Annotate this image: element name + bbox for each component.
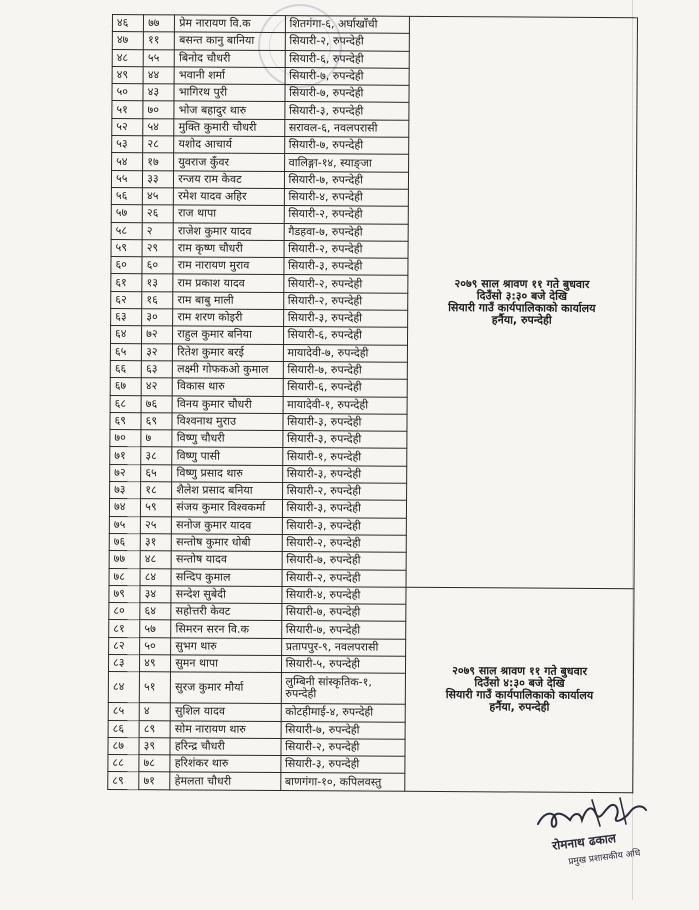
serial-number-cell: ४६	[112, 15, 143, 32]
address-cell: मायादेवी-७, रुपन्देही	[283, 344, 408, 362]
serial-number-cell: ८४	[108, 672, 139, 703]
schedule-line: हर्नैया, रुपन्देही	[491, 313, 552, 327]
roll-number-cell: २५	[140, 516, 171, 533]
candidate-name-cell: भवानी शर्मा	[174, 67, 284, 85]
schedule-line: २०७९ साल श्रावण ११ गते बुधवार	[454, 276, 590, 291]
address-cell: सियारी-३, रुपन्देही	[282, 465, 407, 483]
roll-number-cell: ७८	[139, 755, 170, 772]
address-cell: सरावल-६, नवलपरासी	[284, 119, 409, 137]
roll-number-cell: ४	[139, 703, 170, 720]
roll-number-cell: ५०	[140, 637, 171, 654]
serial-number-cell: ७७	[109, 551, 140, 568]
address-cell: सियारी-२, रुपन्देही	[282, 534, 407, 552]
address-cell: सियारी-२, रुपन्देही	[282, 569, 407, 587]
candidate-name-cell: यशोद आचार्य	[174, 136, 284, 154]
candidate-name-cell: राम शरण कोइरी	[173, 309, 283, 327]
schedule-line: २०७९ साल श्रावण ११ गते बुधवार	[452, 664, 588, 679]
candidate-name-cell: सहोत्तरी केवट	[171, 603, 281, 621]
serial-number-cell: ८०	[109, 603, 140, 620]
roll-number-cell: ६३	[141, 361, 172, 378]
candidate-name-cell: विष्णु चौधरी	[172, 430, 282, 448]
serial-number-cell: ६९	[110, 412, 141, 429]
exam-schedule-cell	[406, 16, 637, 588]
candidate-name-cell: सुभग थारु	[171, 638, 281, 656]
address-cell: बाणगंगा-१०, कपिलवस्तु	[280, 773, 405, 791]
address-cell: सियारी-३, रुपन्देही	[283, 310, 408, 328]
serial-number-cell: ५५	[111, 170, 142, 187]
address-cell: वालिङ्गा-१४, स्याङ्जा	[284, 154, 409, 172]
candidate-name-cell: राम कृष्ण चौधरी	[173, 240, 283, 258]
address-cell: सियारी-२, रुपन्देही	[284, 240, 409, 258]
serial-number-cell: ५८	[111, 222, 142, 239]
roll-number-cell: १६	[142, 291, 173, 308]
serial-number-cell: ८३	[108, 654, 139, 671]
candidate-name-cell: युवराज कुँवर	[174, 153, 284, 171]
candidate-name-cell: विनय कुमार चौधरी	[172, 395, 282, 413]
candidate-name-cell: विष्णु पासी	[172, 447, 282, 465]
candidate-name-cell: सन्तोष यादव	[171, 551, 281, 569]
roll-number-cell: ६५	[141, 464, 172, 481]
address-cell: सियारी-२, रुपन्देही	[283, 275, 408, 293]
address-cell: सियारी-३, रुपन्देही	[282, 517, 407, 535]
roll-number-cell: ८४	[140, 568, 171, 585]
candidate-name-cell: सुरज कुमार मौर्या	[171, 672, 281, 704]
roll-number-cell: ७२	[142, 326, 173, 343]
candidate-name-cell: राम नारायण मुराव	[173, 257, 283, 275]
candidate-name-cell: सन्देश सुबेदी	[171, 586, 281, 604]
roll-number-cell: ३४	[140, 585, 171, 602]
candidate-name-cell: हरिन्द्र चौधरी	[170, 738, 280, 756]
address-cell: सियारी-७, रुपन्देही	[284, 171, 409, 189]
roll-number-cell: ६०	[142, 257, 173, 274]
serial-number-cell: ६६	[110, 360, 141, 377]
serial-number-cell: ४७	[112, 32, 143, 49]
roll-number-cell: ३९	[139, 738, 170, 755]
candidate-name-cell: बिनोद चौधरी	[174, 49, 284, 67]
candidate-name-cell: सनोज कुमार यादव	[172, 516, 282, 534]
candidate-name-cell: भोज बहादुर थारु	[174, 101, 284, 119]
candidate-name-cell: लक्ष्मी गोफकओ कुमाल	[173, 361, 283, 379]
candidate-name-cell: सुमन थापा	[171, 655, 281, 673]
address-cell: सियारी-१, रुपन्देही	[282, 448, 407, 466]
address-cell: गैडहवा-७, रुपन्देही	[284, 223, 409, 241]
serial-number-cell: ७५	[109, 516, 140, 533]
roll-number-cell: ७१	[139, 772, 170, 789]
roll-number-cell: ६९	[141, 413, 172, 430]
serial-number-cell: ५०	[112, 84, 143, 101]
serial-number-cell: ६२	[111, 291, 142, 308]
stamp-officer-title: प्रमुख प्रशासकीय अधि	[567, 848, 641, 868]
roll-number-cell: ६४	[140, 603, 171, 620]
roll-number-cell: ११	[143, 32, 174, 49]
address-cell: सियारी-७, रुपन्देही	[283, 361, 408, 379]
serial-number-cell: ५९	[111, 239, 142, 256]
candidate-name-cell: सन्तोष कुमार धोबी	[172, 534, 282, 552]
serial-number-cell: ४९	[112, 66, 143, 83]
roll-number-cell: ७६	[141, 395, 172, 412]
address-cell: सियारी-६, रुपन्देही	[283, 379, 408, 397]
candidate-name-cell: सुशिल यादव	[170, 703, 280, 721]
schedule-line: दिउँसो ३:३० बजे देखि	[476, 289, 568, 303]
candidate-name-cell: राम प्रकाश यादव	[173, 274, 283, 292]
candidate-name-cell: राजेश कुमार यादव	[173, 222, 283, 240]
address-cell: सियारी-२, रुपन्देही	[281, 738, 406, 756]
serial-number-cell: ८२	[109, 637, 140, 654]
candidate-table-body	[108, 15, 638, 793]
roll-number-cell: ३२	[142, 343, 173, 360]
address-cell: सियारी-३, रुपन्देही	[282, 431, 407, 449]
address-cell: सियारी-७, रुपन्देही	[281, 721, 406, 739]
serial-number-cell: ५३	[112, 136, 143, 153]
candidate-name-cell: राज थापा	[174, 205, 284, 223]
candidate-table	[107, 14, 638, 793]
roll-number-cell: ३३	[143, 170, 174, 187]
address-cell: सियारी-२, रुपन्देही	[284, 206, 409, 224]
serial-number-cell: ८५	[108, 703, 139, 720]
serial-number-cell: ६८	[110, 395, 141, 412]
serial-number-cell: ५७	[111, 205, 142, 222]
serial-number-cell: ४८	[112, 49, 143, 66]
candidate-name-cell: रन्जय राम केवट	[174, 171, 284, 189]
address-cell: सियारी-२, रुपन्देही	[282, 483, 407, 501]
roll-number-cell: ४३	[143, 84, 174, 101]
roll-number-cell: ५७	[140, 620, 171, 637]
roll-number-cell: २	[142, 222, 173, 239]
roll-number-cell: ७	[141, 430, 172, 447]
candidate-name-cell: सन्दिप कुमाल	[171, 568, 281, 586]
roll-number-cell: ७७	[144, 15, 175, 32]
serial-number-cell: ७४	[109, 499, 140, 516]
candidate-name-cell: बसन्त कानु बानिया	[175, 32, 285, 50]
serial-number-cell: ५६	[111, 187, 142, 204]
candidate-name-cell: राम बाबु माली	[173, 292, 283, 310]
serial-number-cell: ५४	[112, 153, 143, 170]
address-cell: शितगंगा-६, अर्घाखाँची	[285, 16, 410, 34]
roll-number-cell: ३८	[141, 447, 172, 464]
address-cell: सियारी-३, रुपन्देही	[282, 500, 407, 518]
serial-number-cell: ६१	[111, 274, 142, 291]
serial-number-cell: ६४	[110, 326, 141, 343]
serial-number-cell: ५२	[112, 118, 143, 135]
roll-number-cell: ४२	[141, 378, 172, 395]
roll-number-cell: ४५	[142, 188, 173, 205]
address-cell: सियारी-२, रुपन्देही	[285, 33, 410, 51]
roll-number-cell: ७०	[143, 101, 174, 118]
address-cell: सियारी-७, रुपन्देही	[284, 137, 409, 155]
roll-number-cell: १७	[143, 153, 174, 170]
exam-schedule-cell	[405, 587, 634, 792]
roll-number-cell: ५५	[143, 49, 174, 66]
serial-number-cell: ७९	[109, 585, 140, 602]
address-cell: सियारी-३, रुपन्देही	[280, 756, 405, 774]
address-cell: सियारी-५, रुपन्देही	[281, 656, 406, 674]
address-cell: सियारी-६, रुपन्देही	[285, 50, 410, 68]
candidate-name-cell: हरिशंकर थारु	[170, 755, 280, 773]
serial-number-cell: ७६	[109, 533, 140, 550]
address-cell: सियारी-३, रुपन्देही	[283, 413, 408, 431]
candidate-name-cell: सिमरन सरन वि.क	[171, 620, 281, 638]
candidate-name-cell: शैलेश प्रसाद बनिया	[172, 482, 282, 500]
roll-number-cell: ४४	[143, 67, 174, 84]
roll-number-cell: १३	[142, 274, 173, 291]
candidate-name-cell: संजय कुमार विश्वकर्मा	[172, 499, 282, 517]
address-cell: सियारी-७, रुपन्देही	[281, 604, 406, 622]
address-cell: सियारी-२, रुपन्देही	[283, 292, 408, 310]
stamp-officer-name: रोमनाथ ढकाल	[551, 831, 617, 853]
candidate-name-cell: विष्णु प्रसाद थारु	[172, 465, 282, 483]
roll-number-cell: ८९	[139, 720, 170, 737]
candidate-name-cell: रमेश यादव अहिर	[174, 188, 284, 206]
roll-number-cell: २९	[142, 240, 173, 257]
roll-number-cell: ३०	[142, 309, 173, 326]
roll-number-cell: १८	[141, 482, 172, 499]
schedule-line: सियारी गाउँ कार्यपालिकाको कार्यालय	[448, 300, 596, 315]
serial-number-cell: ८९	[108, 772, 139, 789]
address-cell: सियारी-३, रुपन्देही	[283, 258, 408, 276]
serial-number-cell: ६७	[110, 378, 141, 395]
roll-number-cell: ३१	[140, 534, 171, 551]
address-cell: सियारी-७, रुपन्देही	[281, 621, 406, 639]
serial-number-cell: ७८	[109, 568, 140, 585]
address-cell: मायादेवी-१, रुपन्देही	[283, 396, 408, 414]
address-cell: लुम्बिनी सांस्कृतिक-१, रुपन्देही	[281, 673, 406, 705]
roll-number-cell: २८	[143, 136, 174, 153]
address-cell: सियारी-६, रुपन्देही	[283, 327, 408, 345]
address-cell: कोटहीमाई-४, रुपन्देही	[281, 704, 406, 722]
roll-number-cell: ५१	[139, 672, 170, 703]
roll-number-cell: ४८	[140, 551, 171, 568]
address-cell: प्रतापपुर-९, नवलपरासी	[281, 638, 406, 656]
schedule-line: हर्नैया, रुपन्देही	[489, 700, 550, 714]
candidate-name-cell: राहुल कुमार बनिया	[173, 326, 283, 344]
address-cell: सियारी-३, रुपन्देही	[284, 102, 409, 120]
address-cell: सियारी-४, रुपन्देही	[284, 189, 409, 207]
roll-number-cell: ५४	[143, 118, 174, 135]
serial-number-cell: ७३	[110, 482, 141, 499]
candidate-name-cell: विकास थारु	[172, 378, 282, 396]
schedule-line: सियारी गाउँ कार्यपालिकाको कार्यालय	[445, 688, 594, 703]
address-cell: सियारी-४, रुपन्देही	[281, 586, 406, 604]
roll-number-cell: ५९	[141, 499, 172, 516]
serial-number-cell: ८७	[108, 737, 139, 754]
candidate-name-cell: विश्वनाथ मुराउ	[172, 413, 282, 431]
serial-number-cell: ६०	[111, 257, 142, 274]
candidate-name-cell: सोम नारायण थारु	[170, 720, 280, 738]
serial-number-cell: ६३	[111, 309, 142, 326]
signature-stamp	[530, 790, 660, 868]
address-cell: सियारी-७, रुपन्देही	[285, 85, 410, 103]
serial-number-cell: ८८	[108, 755, 139, 772]
serial-number-cell: ८६	[108, 720, 139, 737]
address-cell: सियारी-७, रुपन्देही	[285, 67, 410, 85]
roll-number-cell: ४९	[140, 655, 171, 672]
serial-number-cell: ७०	[110, 430, 141, 447]
candidate-name-cell: हेमलता चौधरी	[170, 772, 280, 790]
roll-number-cell: २६	[142, 205, 173, 222]
schedule-line: दिउँसो ४:३० बजे देखि	[474, 676, 565, 691]
serial-number-cell: ६५	[110, 343, 141, 360]
candidate-name-cell: प्रेम नारायण वि.क	[175, 15, 285, 33]
candidate-name-cell: मुक्ति कुमारी चौधरी	[174, 119, 284, 137]
serial-number-cell: ७१	[110, 447, 141, 464]
serial-number-cell: ८१	[109, 620, 140, 637]
candidate-name-cell: रितेश कुमार बरई	[173, 344, 283, 362]
address-cell: सियारी-७, रुपन्देही	[282, 552, 407, 570]
serial-number-cell: ५१	[112, 101, 143, 118]
candidate-name-cell: भागिरथ पुरी	[174, 84, 284, 102]
serial-number-cell: ७२	[110, 464, 141, 481]
